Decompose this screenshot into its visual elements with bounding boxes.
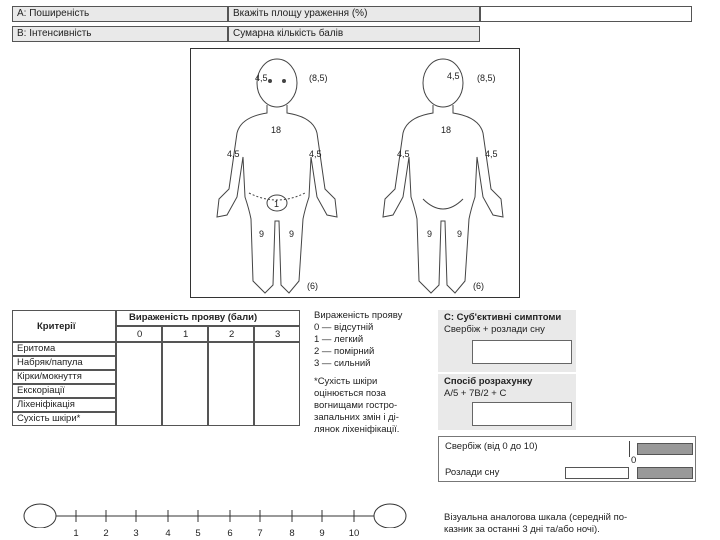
calc-input[interactable] — [472, 402, 572, 426]
vas-tick-label: 5 — [195, 528, 201, 539]
row-b-value-label: Сумарна кількість балів — [228, 26, 480, 42]
vas-tick-label: 1 — [73, 528, 79, 539]
back-arm-right-label: 4,5 — [485, 149, 498, 159]
back-arm-left-label: 4,5 — [397, 149, 410, 159]
front-head-paren-label: (8,5) — [309, 73, 328, 83]
score-column-3[interactable] — [254, 342, 300, 426]
vas-caption-line: казник за останні 3 дні та/або ночі). — [444, 524, 600, 535]
score-col-0-header — [116, 326, 162, 342]
vas-tick-label: 7 — [257, 528, 263, 539]
calc-formula: A/5 + 7B/2 + C — [444, 388, 507, 399]
criterion-row: Сухість шкіри* — [12, 412, 116, 426]
back-head-paren-label: (8,5) — [477, 73, 496, 83]
itch-tick — [629, 441, 630, 457]
vas-line — [20, 500, 410, 528]
calc-title: Спосіб розрахунку — [444, 376, 533, 387]
criterion-row: Екскоріації — [12, 384, 116, 398]
section-c-panel — [438, 310, 576, 372]
dryness-note: лянок ліхеніфікації. — [314, 424, 400, 435]
score-col-3: 3 — [275, 329, 281, 340]
criterion-row: Кірки/мокнуття — [12, 370, 116, 384]
front-leg-left-label: 9 — [259, 229, 265, 239]
row-a-input[interactable] — [480, 6, 692, 22]
front-genital-label: 1 — [274, 199, 280, 209]
legend-item: 3 — сильний — [314, 358, 371, 369]
row-a-value-label: Вкажіть площу ураження (%) — [228, 6, 480, 22]
zero-label: 0 — [631, 455, 637, 466]
itch-label: Свербіж (від 0 до 10) — [445, 441, 538, 452]
body-figure-panel — [190, 48, 520, 298]
score-col-3-header — [254, 326, 300, 342]
back-figure — [383, 59, 503, 293]
legend-item: 0 — відсутній — [314, 322, 374, 333]
front-head-label: 4,5 — [255, 73, 268, 83]
vas-caption — [444, 512, 704, 538]
vas-tick-label: 2 — [103, 528, 109, 539]
vas-tick-label: 9 — [319, 528, 325, 539]
legend-title: Вираженість прояву — [314, 310, 403, 321]
vas-tick-label: 3 — [133, 528, 139, 539]
score-column-0[interactable] — [116, 342, 162, 426]
front-leg-right-label: 9 — [289, 229, 295, 239]
vas-tick-label: 10 — [348, 528, 360, 539]
severity-legend — [314, 310, 434, 435]
vas-tick-label: 8 — [289, 528, 295, 539]
criterion-row: Еритома — [12, 342, 116, 356]
front-trunk-label: 18 — [271, 125, 282, 135]
row-b-label: B: Інтенсивність — [12, 26, 228, 42]
vas-caption-line: Візуальна аналогова шкала (середній по- — [444, 512, 628, 523]
score-column-2[interactable] — [208, 342, 254, 426]
criterion-row: Ліхеніфікація — [12, 398, 116, 412]
front-figure — [217, 59, 337, 293]
back-leg-left-label: 9 — [427, 229, 433, 239]
score-col-1: 1 — [183, 329, 189, 340]
symptoms-panel — [438, 436, 696, 482]
criterion-row: Набряк/папула — [12, 356, 116, 370]
dryness-note: *Сухість шкіри — [314, 376, 378, 387]
front-arm-left-label: 4,5 — [227, 149, 240, 159]
row-a-label: A: Поширеність — [12, 6, 228, 22]
sleep-label: Розлади сну — [445, 467, 500, 478]
criteria-title: Критерії — [37, 321, 76, 332]
dryness-note: оцінюється поза — [314, 388, 386, 399]
back-head-label: 4,5 — [447, 71, 460, 81]
back-trunk-label: 18 — [441, 125, 452, 135]
score-col-2-header — [208, 326, 254, 342]
score-col-1-header — [162, 326, 208, 342]
score-col-2: 2 — [229, 329, 235, 340]
severity-header — [116, 310, 300, 326]
section-c-input[interactable] — [472, 340, 572, 364]
back-leg-right-label: 9 — [457, 229, 463, 239]
legend-item: 1 — легкий — [314, 334, 364, 345]
body-diagram — [191, 49, 519, 297]
criteria-header — [12, 310, 116, 342]
calc-panel — [438, 374, 576, 430]
sleep-box[interactable] — [565, 467, 629, 479]
score-col-0: 0 — [137, 329, 143, 340]
vas-tick-label: 4 — [165, 528, 171, 539]
dryness-note: вогнищами гостро- — [314, 400, 398, 411]
sleep-bar[interactable] — [637, 467, 693, 479]
score-column-1[interactable] — [162, 342, 208, 426]
severity-header-label: Вираженість прояву (бали) — [129, 312, 258, 323]
front-foot-label: (6) — [307, 281, 318, 291]
back-foot-label: (6) — [473, 281, 484, 291]
vas-tick-label: 6 — [227, 528, 233, 539]
section-c-subtitle: Свербіж + розлади сну — [444, 324, 545, 335]
front-arm-right-label: 4,5 — [309, 149, 322, 159]
legend-item: 2 — помірний — [314, 346, 375, 357]
itch-bar[interactable] — [637, 443, 693, 455]
dryness-note: запальних змін і ді- — [314, 412, 399, 423]
section-c-title: C: Суб'єктивні симптоми — [444, 312, 562, 323]
vas-scale[interactable] — [20, 500, 410, 540]
